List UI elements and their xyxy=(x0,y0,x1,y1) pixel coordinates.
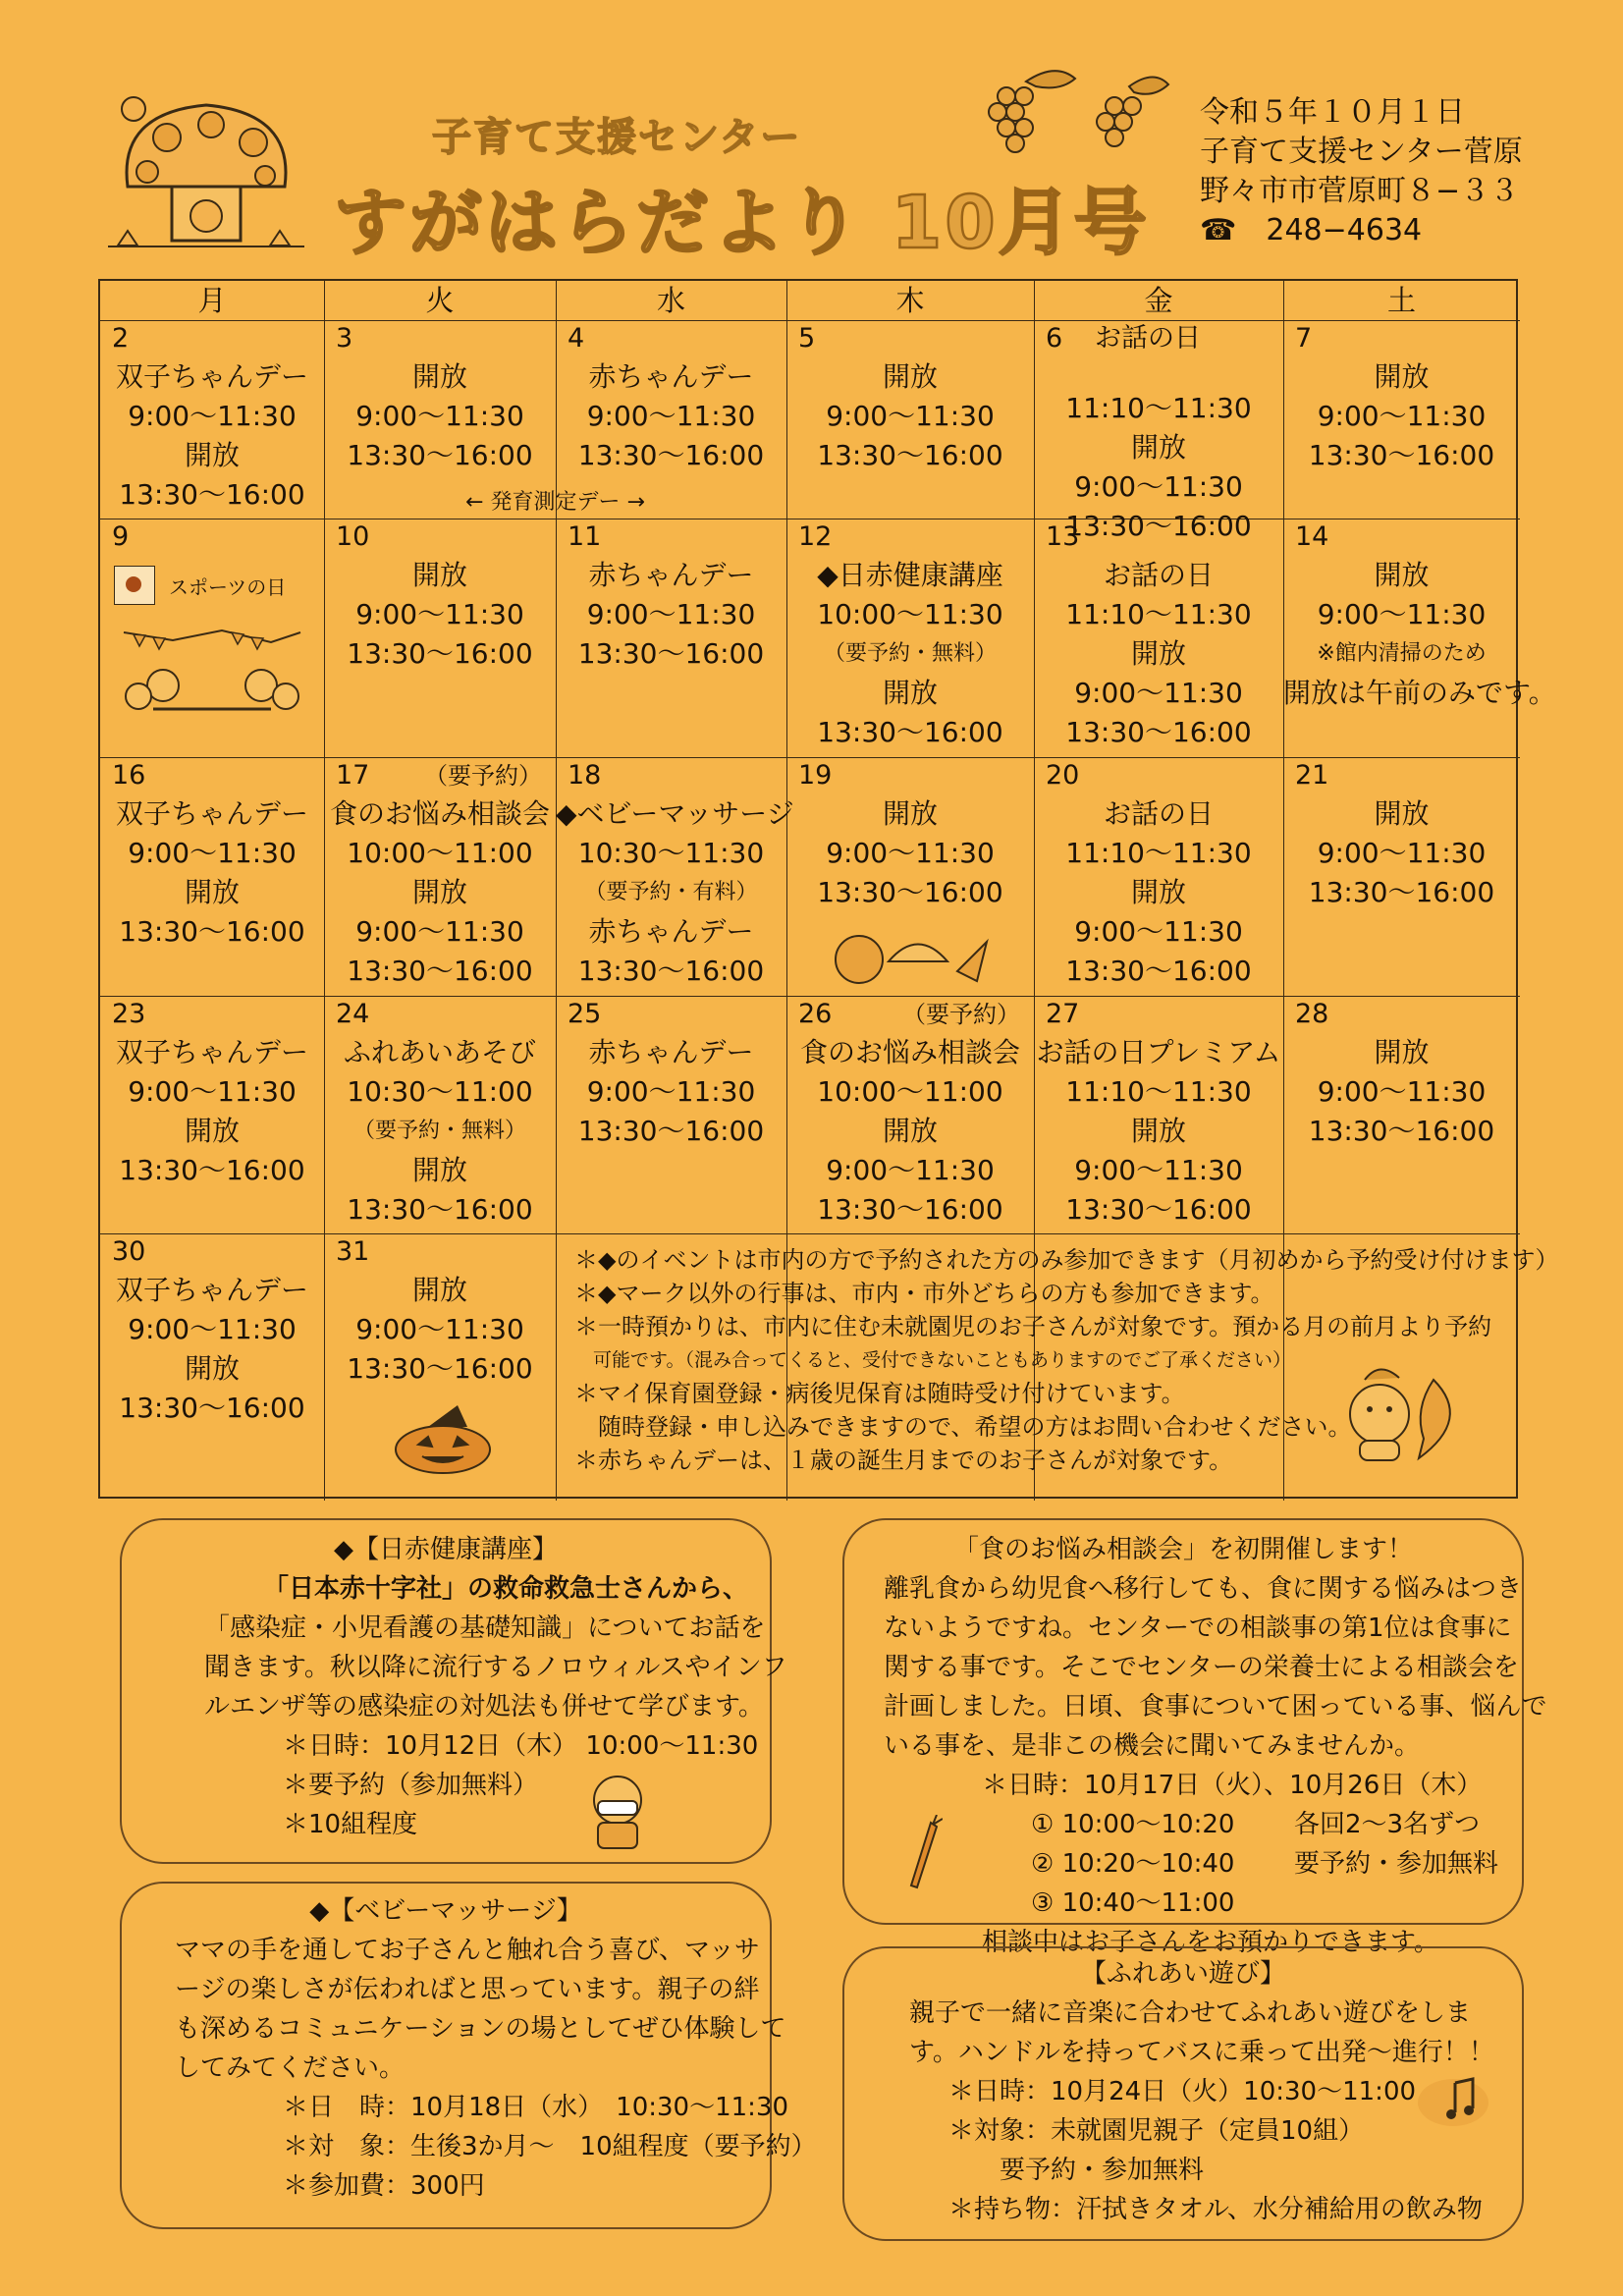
food-consult-line: ないようですね。センターでの相談事の第1位は食事に xyxy=(884,1613,1512,1643)
holiday-label xyxy=(114,566,286,605)
nisseki-line: ＊要予約（参加無料） xyxy=(283,1771,539,1800)
day-events xyxy=(556,357,786,475)
event-line: 開放 xyxy=(184,876,240,908)
event-line: 9:00〜11:30 xyxy=(1074,677,1243,709)
event-label: お話の日 xyxy=(1095,323,1201,354)
event-line: 13:30〜16:00 xyxy=(577,955,765,987)
day-events xyxy=(556,556,786,674)
fureai-line: 親子で一緒に音楽に合わせてふれあい遊びをしま xyxy=(909,1998,1472,2028)
event-line: お話の日 xyxy=(1103,559,1214,591)
food-consult-note: 各回2〜3名ずつ xyxy=(1294,1810,1481,1839)
day-events xyxy=(786,357,1034,475)
event-line: 13:30〜16:00 xyxy=(1065,955,1252,987)
event-line: 11:10〜11:30 xyxy=(1065,598,1252,630)
day-events xyxy=(1034,556,1283,752)
baby-massage-title: ◆【ベビーマッサージ】 xyxy=(309,1896,582,1926)
event-line: 13:30〜16:00 xyxy=(817,876,1003,908)
event-line: 開放 xyxy=(1374,559,1430,591)
header-info xyxy=(1200,93,1523,250)
event-line: 13:30〜16:00 xyxy=(1065,716,1252,748)
event-line: 双子ちゃんデー xyxy=(115,1274,308,1306)
calendar-day-17 xyxy=(324,757,556,996)
day-events xyxy=(786,794,1034,912)
event-line: 開放 xyxy=(1374,797,1430,830)
day-number: 4 xyxy=(568,323,585,354)
nisseki-line: 「日本赤十字社」の救命救急士さんから、 xyxy=(263,1574,749,1604)
event-line: 10:30〜11:30 xyxy=(577,837,765,869)
event-line: 開放 xyxy=(411,559,467,591)
food-consult-slot: ③ 10:40〜11:00 xyxy=(1031,1888,1235,1918)
baby-massage-line: ママの手を通してお子さんと触れ合う喜び、マッサ xyxy=(175,1936,760,1965)
event-line: 9:00〜11:30 xyxy=(355,400,524,432)
event-line: 開放 xyxy=(882,797,938,830)
event-line: 赤ちゃんデー xyxy=(588,360,754,393)
day-events xyxy=(786,1033,1034,1230)
event-line: （要予約・有料） xyxy=(584,880,758,904)
day-number: 19 xyxy=(798,760,833,791)
event-line: 9:00〜11:30 xyxy=(128,1313,297,1345)
event-line: 開放 xyxy=(1130,431,1186,464)
day-events xyxy=(324,1271,556,1389)
phone-number: 248−4634 xyxy=(1266,213,1423,247)
event-line: 9:00〜11:30 xyxy=(586,400,756,432)
baby-massage-line: ＊日 時：10月18日（水） 10:30〜11:30 xyxy=(283,2093,789,2122)
squirrel-illustration xyxy=(1325,1360,1473,1468)
calendar-day-5 xyxy=(786,320,1034,519)
event-line: 13:30〜16:00 xyxy=(119,478,305,511)
holiday-name: スポーツの日 xyxy=(169,574,287,599)
food-consult-line: いる事を、是非この機会に聞いてみませんか。 xyxy=(884,1731,1421,1761)
calendar-day-9 xyxy=(100,519,324,757)
event-line: 双子ちゃんデー xyxy=(115,360,308,393)
music-note-icon xyxy=(1414,2071,1492,2130)
day-number: 11 xyxy=(568,521,602,552)
calendar-day-11 xyxy=(556,519,786,757)
nisseki-line: 聞きます。秋以降に流行するノロウィルスやインフ xyxy=(204,1653,787,1682)
event-line: 開放 xyxy=(411,1274,467,1306)
day-events xyxy=(556,794,794,991)
event-line: 9:00〜11:30 xyxy=(1317,400,1487,432)
event-line: 13:30〜16:00 xyxy=(1308,1115,1495,1147)
note-line: ＊一時預かりは、市内に住む未就園児のお子さんが対象です。預かる月の前月より予約 xyxy=(574,1313,1492,1340)
day-number: 28 xyxy=(1295,999,1329,1029)
event-line: 9:00〜11:30 xyxy=(128,1075,297,1108)
event-line: （要予約・無料） xyxy=(823,641,997,666)
event-line: 10:00〜11:00 xyxy=(817,1075,1003,1108)
event-line: 9:00〜11:30 xyxy=(826,837,995,869)
note-line: ＊◆のイベントは市内の方で予約された方のみ参加できます（月初めから予約受け付けます） xyxy=(574,1246,1559,1274)
event-line: 13:30〜16:00 xyxy=(577,637,765,670)
event-line: ※館内清掃のため xyxy=(1317,641,1487,666)
center-address: 野々市市菅原町８−３３ xyxy=(1200,174,1520,208)
fureai-line: ＊持ち物：汗拭きタオル、水分補給用の飲み物 xyxy=(948,2195,1483,2224)
event-line: 13:30〜16:00 xyxy=(1065,1193,1252,1226)
day-number: 24 xyxy=(336,999,370,1029)
event-line: 13:30〜16:00 xyxy=(1065,510,1252,542)
event-line: 13:30〜16:00 xyxy=(347,439,533,471)
day-number: 17 xyxy=(336,760,370,791)
event-line: 9:00〜11:30 xyxy=(1317,598,1487,630)
fureai-line: ＊対象：未就園児親子（定員10組） xyxy=(948,2116,1365,2146)
food-consult-note: 要予約・参加無料 xyxy=(1294,1849,1499,1879)
event-line: 開放 xyxy=(882,677,938,709)
note-line: 可能です。（混み合ってくると、受付できないこともありますのでご了承ください） xyxy=(574,1349,1291,1371)
day-events xyxy=(100,794,324,952)
mushroom-house-illustration xyxy=(108,93,304,255)
event-line: 13:30〜16:00 xyxy=(119,1154,305,1186)
day-events xyxy=(1034,1033,1283,1230)
day-events xyxy=(324,1033,556,1230)
event-line: 13:30〜16:00 xyxy=(347,1193,533,1226)
calendar-day-27 xyxy=(1034,996,1283,1233)
nurse-child-illustration xyxy=(573,1766,662,1854)
event-line: 双子ちゃんデー xyxy=(115,1036,308,1068)
food-consult-line: ＊日時：10月17日（火）、10月26日（木） xyxy=(982,1771,1483,1800)
weekday-header: 金 xyxy=(1144,284,1173,317)
nisseki-title: ◆【日赤健康講座】 xyxy=(334,1535,558,1564)
day-number: 21 xyxy=(1295,760,1329,791)
nisseki-line: 「感染症・小児看護の基礎知識」についてお話を xyxy=(204,1613,766,1643)
event-line: 13:30〜16:00 xyxy=(577,1115,765,1147)
event-line: 9:00〜11:30 xyxy=(826,1154,995,1186)
event-line: 13:30〜16:00 xyxy=(347,955,533,987)
event-line: 赤ちゃんデー xyxy=(588,559,754,591)
event-line: 開放 xyxy=(411,360,467,393)
calendar-day-30 xyxy=(100,1233,324,1501)
weekday-header: 水 xyxy=(656,284,685,317)
event-line: 開放 xyxy=(184,1352,240,1385)
day-number: 14 xyxy=(1295,521,1329,552)
calendar-day-24 xyxy=(324,996,556,1233)
calendar-day-25 xyxy=(556,996,786,1233)
event-line: 開放 xyxy=(184,439,240,471)
baby-massage-line: ＊参加費：300円 xyxy=(283,2171,485,2201)
event-line: 13:30〜16:00 xyxy=(1308,439,1495,471)
day-number: 13 xyxy=(1046,521,1080,552)
event-line: 13:30〜16:00 xyxy=(817,1193,1003,1226)
event-line: 開放 xyxy=(1130,876,1186,908)
event-line: 13:30〜16:00 xyxy=(347,637,533,670)
food-consult-slot: ② 10:20〜10:40 xyxy=(1031,1849,1235,1879)
calendar-day-16 xyxy=(100,757,324,996)
day-events xyxy=(1283,1033,1520,1151)
fureai-line: ＊日時：10月24日（火）10:30〜11:00 xyxy=(948,2077,1417,2106)
event-line: 13:30〜16:00 xyxy=(577,439,765,471)
event-line: （要予約・無料） xyxy=(352,1119,526,1143)
japan-flag-icon xyxy=(114,566,155,605)
food-consult-slots xyxy=(884,1805,1522,1923)
center-phone xyxy=(1200,211,1523,250)
day-number: 27 xyxy=(1046,999,1080,1029)
calendar-day-12 xyxy=(786,519,1034,757)
grapes-illustration xyxy=(967,57,1173,165)
calendar-day-10 xyxy=(324,519,556,757)
day-number: 6 xyxy=(1046,323,1063,354)
event-line: 赤ちゃんデー xyxy=(588,915,754,948)
event-line: ふれあいあそび xyxy=(343,1036,536,1068)
day-number: 5 xyxy=(798,323,816,354)
event-line: 開放 xyxy=(882,360,938,393)
event-line: 10:00〜11:00 xyxy=(347,837,533,869)
day-number: 26 xyxy=(798,999,833,1029)
calendar-day-18 xyxy=(556,757,794,996)
baby-massage-line: も深めるコミュニケーションの場としてぜひ体験して xyxy=(175,2014,786,2044)
reservation-tag: （要予約） xyxy=(424,762,542,790)
day-number: 30 xyxy=(112,1236,146,1267)
food-consult-line: 関する事です。そこでセンターの栄養士による相談会を xyxy=(884,1653,1519,1682)
day-events xyxy=(786,556,1034,752)
newsletter-title: すがはらだより 10月号 xyxy=(334,181,1150,265)
event-line: 9:00〜11:30 xyxy=(1317,1075,1487,1108)
event-line: 開放 xyxy=(411,1154,467,1186)
event-line: 開放 xyxy=(411,876,467,908)
day-events xyxy=(100,357,324,515)
event-line: 9:00〜11:30 xyxy=(355,1313,524,1345)
event-line: 13:30〜16:00 xyxy=(119,915,305,948)
event-line: お話の日プレミアム xyxy=(1036,1036,1281,1068)
center-name: 子育て支援センター菅原 xyxy=(1200,135,1523,169)
day-events xyxy=(324,794,556,991)
day-number: 10 xyxy=(336,521,370,552)
calendar-day-6 xyxy=(1034,320,1283,542)
event-line: 13:30〜16:00 xyxy=(817,439,1003,471)
nisseki-lecture-box xyxy=(120,1518,787,1864)
newsletter-subtitle: 子育て支援センター xyxy=(432,115,802,160)
nisseki-line: ルエンザ等の感染症の対処法も併せて学びます。 xyxy=(204,1692,764,1722)
halloween-pumpkin-icon xyxy=(389,1405,497,1474)
event-line: 9:00〜11:30 xyxy=(128,837,297,869)
baby-massage-line: してみてください。 xyxy=(175,2053,406,2083)
day-events xyxy=(100,1033,324,1190)
day-number: 18 xyxy=(568,760,602,791)
event-line: 9:00〜11:30 xyxy=(128,400,297,432)
event-line: 13:30〜16:00 xyxy=(1308,876,1495,908)
event-line: 13:30〜16:00 xyxy=(817,716,1003,748)
event-line: 開放 xyxy=(184,1115,240,1147)
fureai-line: す。ハンドルを持ってバスに乗って出発〜進行！！ xyxy=(909,2038,1494,2067)
event-line: 11:10〜11:30 xyxy=(1065,1075,1252,1108)
day-number: 16 xyxy=(112,760,146,791)
day-number: 9 xyxy=(112,521,130,552)
day-number: 31 xyxy=(336,1236,370,1267)
calendar-day-28 xyxy=(1283,996,1520,1233)
day-events xyxy=(1283,794,1520,912)
event-line: 9:00〜11:30 xyxy=(1317,837,1487,869)
event-line: 双子ちゃんデー xyxy=(115,797,308,830)
calendar-day-23 xyxy=(100,996,324,1233)
event-line: ◆ベビーマッサージ xyxy=(556,797,794,830)
day-number: 2 xyxy=(112,323,130,354)
fureai-asobi-box xyxy=(842,1946,1524,2241)
event-line: 開放 xyxy=(882,1115,938,1147)
growth-measurement-arrow: ← 発育測定デー → xyxy=(465,490,645,515)
event-line: 開放 xyxy=(1130,1115,1186,1147)
event-line: 食のお悩み相談会 xyxy=(799,1036,1020,1068)
weekday-header: 火 xyxy=(425,284,455,317)
calendar-day-20 xyxy=(1034,757,1283,996)
food-consult-line: 離乳食から幼児食へ移行しても、食に関する悩みはつき xyxy=(884,1574,1523,1604)
event-line: 開放は午前のみです。 xyxy=(1283,677,1556,709)
note-line: ＊マイ保育園登録・病後児保育は随時受け付けています。 xyxy=(574,1380,1185,1407)
day-number: 3 xyxy=(336,323,353,354)
food-consult-title: 「食のお悩み相談会」を初開催します！ xyxy=(952,1535,1413,1564)
day-events xyxy=(324,357,556,475)
nisseki-line: ＊日時：10月12日（木） 10:00〜11:30 xyxy=(283,1731,759,1761)
calendar-day-31 xyxy=(324,1233,556,1501)
event-line: 13:30〜16:00 xyxy=(119,1392,305,1424)
baby-massage-line: ージの楽しさが伝わればと思っています。親子の絆 xyxy=(175,1975,760,2004)
day-events xyxy=(1034,794,1283,991)
nisseki-line: ＊10組程度 xyxy=(283,1810,418,1839)
day-number: 12 xyxy=(798,521,833,552)
day-events xyxy=(1283,357,1520,475)
event-line: 9:00〜11:30 xyxy=(1074,915,1243,948)
day-events xyxy=(556,1033,786,1151)
autumn-food-illustration xyxy=(830,922,997,991)
event-line: 9:00〜11:30 xyxy=(586,1075,756,1108)
food-consult-slot: ① 10:00〜10:20 xyxy=(1031,1810,1235,1839)
calendar-day-13 xyxy=(1034,519,1283,757)
event-line: 赤ちゃんデー xyxy=(588,1036,754,1068)
event-line: 10:30〜11:00 xyxy=(347,1075,533,1108)
event-line: 食のお悩み相談会 xyxy=(329,797,550,830)
calendar-day-26 xyxy=(786,996,1034,1233)
issue-date: 令和５年１０月１日 xyxy=(1200,95,1465,130)
day-events xyxy=(324,556,556,674)
calendar-day-14 xyxy=(1283,519,1556,757)
event-line: 9:00〜11:30 xyxy=(1074,470,1243,503)
event-line: お話の日 xyxy=(1103,797,1214,830)
event-line: 9:00〜11:30 xyxy=(355,598,524,630)
carrot-illustration xyxy=(903,1815,943,1893)
event-line: 13:30〜16:00 xyxy=(347,1352,533,1385)
weekday-header: 土 xyxy=(1386,284,1416,317)
event-line: 開放 xyxy=(1130,637,1186,670)
event-line: 開放 xyxy=(1374,1036,1430,1068)
event-line: 開放 xyxy=(1374,360,1430,393)
calendar-day-21 xyxy=(1283,757,1520,996)
event-line: 10:00〜11:30 xyxy=(817,598,1003,630)
fureai-title: 【ふれあい遊び】 xyxy=(1080,1959,1285,1989)
weekday-header: 木 xyxy=(895,284,925,317)
calendar-day-19 xyxy=(786,757,1034,996)
event-line: ◆日赤健康講座 xyxy=(817,559,1003,591)
children-tug-of-war-illustration xyxy=(114,623,310,731)
food-consult-line: 計画しました。日頃、食事について困っている事、悩んで xyxy=(884,1692,1547,1722)
day-events xyxy=(1283,556,1556,713)
day-number: 20 xyxy=(1046,760,1080,791)
event-line: 11:10〜11:30 xyxy=(1065,837,1252,869)
fureai-line: 要予約・参加無料 xyxy=(948,2156,1205,2185)
event-line: 9:00〜11:30 xyxy=(826,400,995,432)
day-number: 7 xyxy=(1295,323,1313,354)
phone-icon: ☎ xyxy=(1200,213,1237,247)
calendar-day-7 xyxy=(1283,320,1520,519)
day-number: 25 xyxy=(568,999,602,1029)
note-line: ＊赤ちゃんデーは、１歳の誕生月までのお子さんが対象です。 xyxy=(574,1447,1233,1474)
event-line: 11:10〜11:30 xyxy=(1065,392,1252,424)
food-consult-footer: 相談中はお子さんをお預かりできます。 xyxy=(982,1928,1439,1957)
note-line: 随時登録・申し込みできますので、希望の方はお問い合わせください。 xyxy=(574,1413,1352,1441)
day-number: 23 xyxy=(112,999,146,1029)
event-line: 9:00〜11:30 xyxy=(355,915,524,948)
weekday-header: 月 xyxy=(197,284,227,317)
reservation-tag: （要予約） xyxy=(902,1001,1020,1028)
food-consult-box xyxy=(842,1518,1547,1957)
event-line: 9:00〜11:30 xyxy=(586,598,756,630)
note-line: ＊◆マーク以外の行事は、市内・市外どちらの方も参加できます。 xyxy=(574,1280,1274,1307)
day-events xyxy=(100,1271,324,1428)
baby-massage-box xyxy=(120,1882,817,2229)
baby-massage-line: ＊対 象：生後3か月〜 10組程度（要予約） xyxy=(283,2132,817,2161)
event-line: 9:00〜11:30 xyxy=(1074,1154,1243,1186)
calendar-day-2 xyxy=(100,320,324,519)
